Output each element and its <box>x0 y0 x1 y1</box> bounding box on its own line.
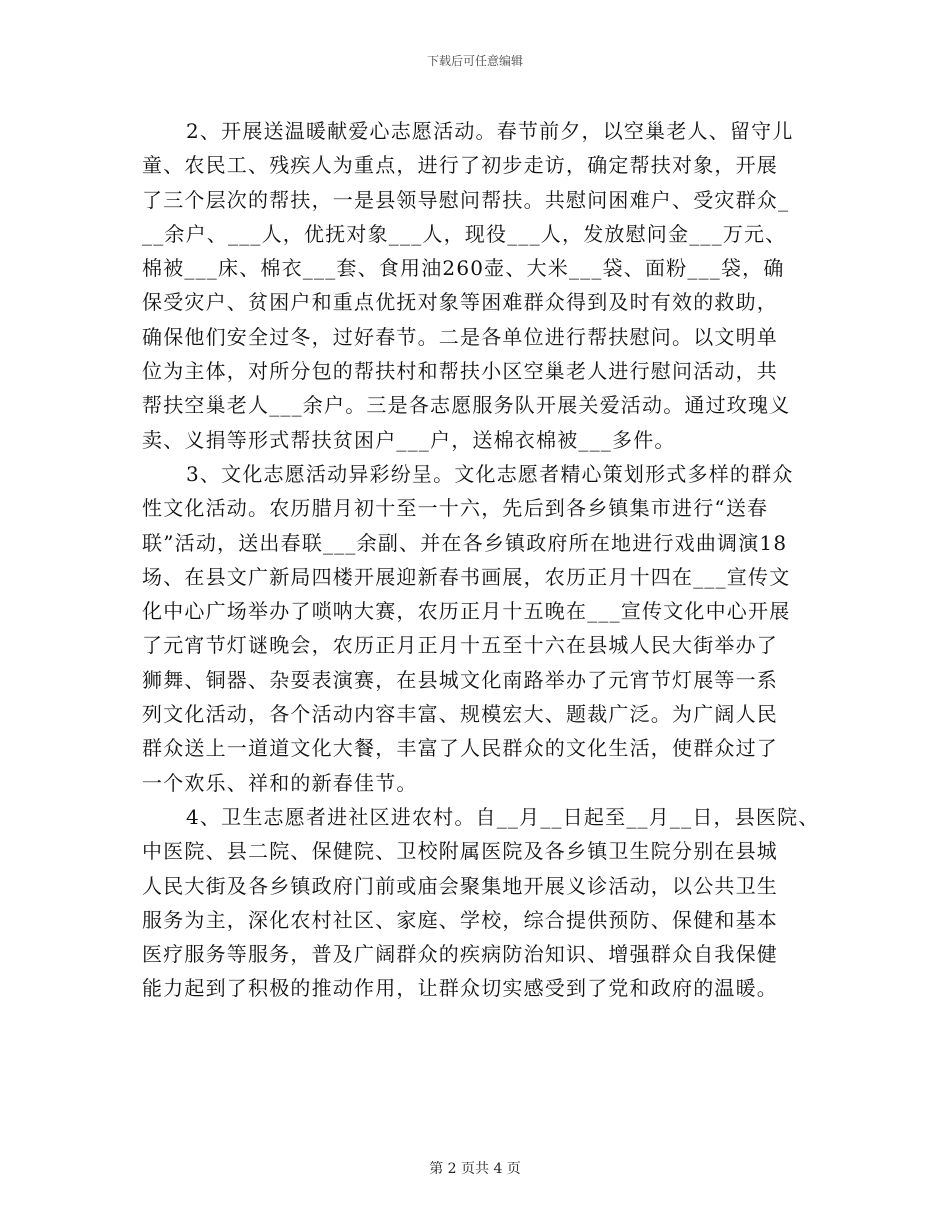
text-line: 位为主体，对所分包的帮扶村和帮扶小区空巢老人进行慰问活动，共 <box>142 359 778 384</box>
text-line: 人民大街及各乡镇政府门前或庙会聚集地开展义诊活动，以公共卫生 <box>142 873 778 898</box>
text-line: 童、农民工、残疾人为重点，进行了初步走访，确定帮扶对象，开展 <box>142 153 778 178</box>
text-line: 列文化活动，各个活动内容丰富、规模宏大、题裁广泛。为广阔人民 <box>142 702 778 727</box>
text-line: __余户、___人，优抚对象___人，现役___人，发放慰问金___万元、 <box>142 221 787 246</box>
page-number: 第 2 页共 4 页 <box>429 1161 521 1177</box>
paragraph-2 <box>142 114 822 457</box>
text-line: 3、文化志愿活动异彩纷呈。文化志愿者精心策划形式多样的群众 <box>186 461 794 486</box>
text-line: 化中心广场举办了唢呐大赛，农历正月十五晚在___宣传文化中心开展 <box>142 599 791 624</box>
text-line: 服务为主，深化农村社区、家庭、学校，综合提供预防、保健和基本 <box>142 907 778 932</box>
page-header: 下载后可任意编辑 <box>426 54 523 68</box>
text-line: 2、开展送温暖献爱心志愿活动。春节前夕，以空巢老人、留守儿 <box>186 119 794 143</box>
text-line: 保受灾户、贫困户和重点优抚对象等困难群众得到及时有效的救助， <box>142 290 778 315</box>
text-line: 联”活动，送出春联___余副、并在各乡镇政府所在地进行戏曲调演18 <box>142 530 788 555</box>
text-line: 4、卫生志愿者进社区进农村。自__月__日起至__月__日，县医院、 <box>186 804 820 829</box>
text-line: 场、在县文广新局四楼开展迎新春书画展，农历正月十四在___宣传文 <box>142 564 791 589</box>
text-line: 医疗服务等服务，普及广阔群众的疾病防治知识、增强群众自我保健 <box>142 942 778 967</box>
text-line: 了三个层次的帮扶，一是县领导慰问帮扶。共慰问困难户、受灾群众_ <box>142 187 790 212</box>
text-line: 性文化活动。农历腊月初十至一十六，先后到各乡镇集市进行“送春 <box>142 496 769 521</box>
text-line: 中医院、县二院、保健院、卫校附属医院及各乡镇卫生院分别在县城 <box>142 839 778 864</box>
text-line: 能力起到了积极的推动作用，让群众切实感受到了党和政府的温暖。 <box>142 976 778 1001</box>
text-line: 了元宵节灯谜晚会，农历正月正月十五至十六在县城人民大街举办了 <box>142 633 778 658</box>
document-body <box>142 114 822 1006</box>
text-line: 卖、义捐等形式帮扶贫困户___户，送棉衣棉被___多件。 <box>142 427 676 452</box>
text-line: 群众送上一道道文化大餐，丰富了人民群众的文化生活，使群众过了 <box>142 736 778 761</box>
text-line: 确保他们安全过冬，过好春节。二是各单位进行帮扶慰问。以文明单 <box>142 324 778 349</box>
paragraph-3 <box>142 457 822 800</box>
text-line: 一个欢乐、祥和的新春佳节。 <box>142 770 418 795</box>
text-line: 棉被___床、棉衣___套、食用油260壶、大米___袋、面粉___袋，确 <box>142 256 785 281</box>
text-line: 帮扶空巢老人___余户。三是各志愿服务队开展关爱活动。通过玫瑰义 <box>142 393 791 418</box>
paragraph-4 <box>142 800 822 1006</box>
text-line: 狮舞、铜器、杂耍表演赛，在县城文化南路举办了元宵节灯展等一系 <box>142 667 778 692</box>
